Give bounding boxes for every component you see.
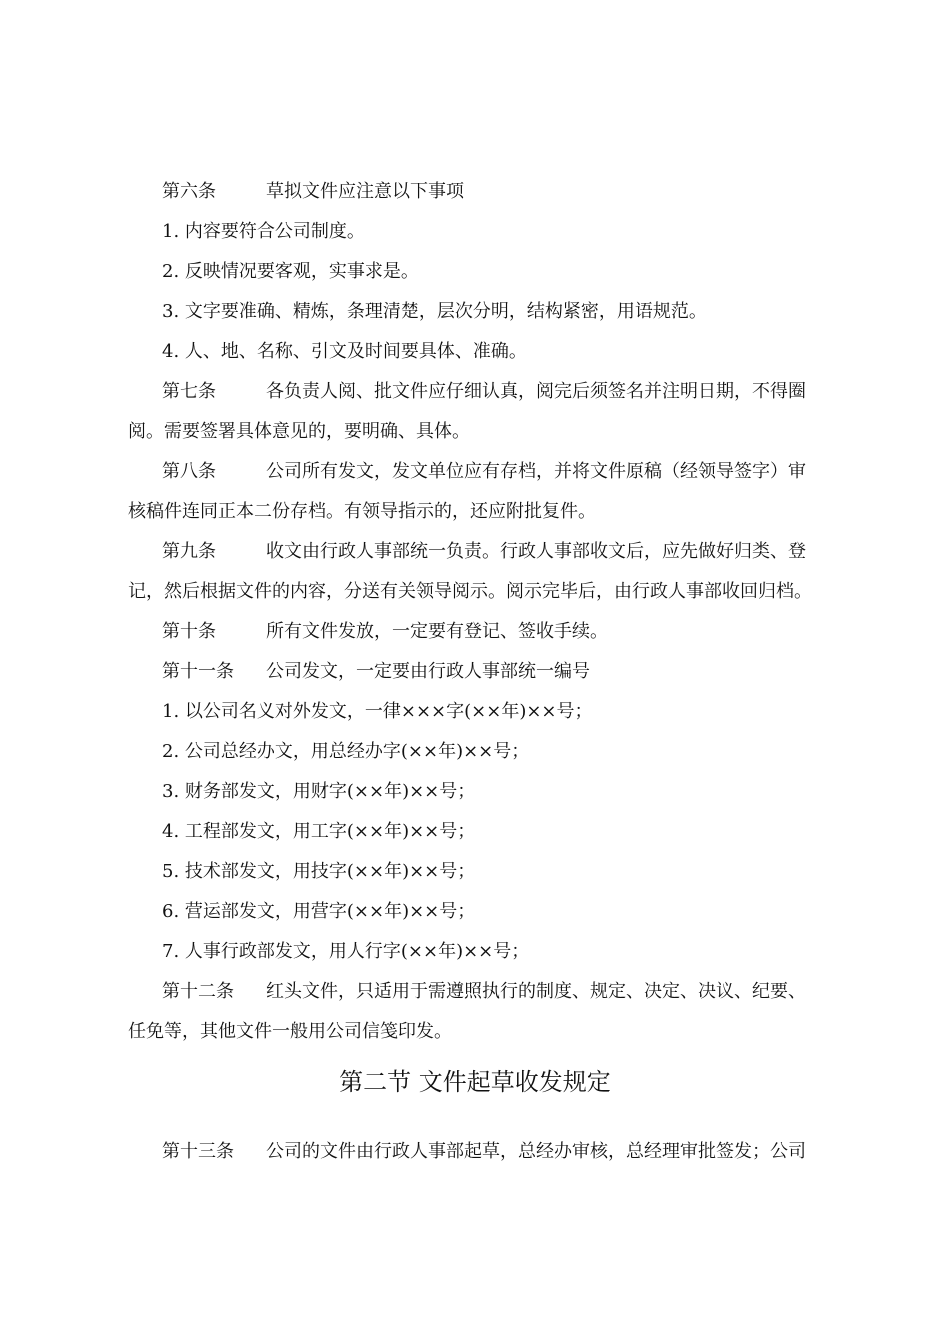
article-text: 公司发文，一定要由行政人事部统一编号 (266, 661, 590, 682)
article-text-line1: 各负责人阅、批文件应仔细认真，阅完后须签名并注明日期，不得圈 (266, 381, 806, 402)
article-text-line2: 阅。需要签署具体意见的，要明确、具体。 (128, 421, 470, 442)
article-10 (162, 620, 868, 644)
article-label: 第十二条 (162, 981, 234, 1002)
article-label: 第十一条 (162, 661, 234, 682)
article-text-line2: 记，然后根据文件的内容，分送有关领导阅示。阅示完毕后，由行政人事部收回归档。 (128, 581, 812, 602)
article-label: 第九条 (162, 541, 216, 562)
list-item: 2. 反映情况要客观，实事求是。 (162, 261, 419, 282)
list-item: 1. 以公司名义对外发文，一律×××字(××年)××号； (162, 701, 593, 722)
list-item: 3. 财务部发文，用财字(××年)××号； (162, 781, 476, 802)
article-label: 第六条 (162, 181, 216, 202)
list-item: 3. 文字要准确、精炼，条理清楚，层次分明，结构紧密，用语规范。 (162, 301, 707, 322)
article-text: 草拟文件应注意以下事项 (266, 181, 464, 202)
article-text-line2: 核稿件连同正本二份存档。有领导指示的，还应附批复件。 (128, 501, 596, 522)
list-item: 6. 营运部发文，用营字(××年)××号； (162, 901, 476, 922)
article-text-line1: 红头文件，只适用于需遵照执行的制度、规定、决定、决议、纪要、 (266, 981, 806, 1002)
list-item: 1. 内容要符合公司制度。 (162, 221, 365, 242)
article-text: 所有文件发放，一定要有登记、签收手续。 (266, 621, 608, 642)
article-7 (162, 380, 834, 404)
list-item: 4. 工程部发文，用工字(××年)××号； (162, 821, 476, 842)
article-13 (162, 1140, 868, 1164)
list-item: 2. 公司总经办文，用总经办字(××年)××号； (162, 741, 530, 762)
article-text-line1: 公司所有发文，发文单位应有存档，并将文件原稿（经领导签字）审 (266, 461, 806, 482)
article-label: 第十条 (162, 621, 216, 642)
article-label: 第七条 (162, 381, 216, 402)
article-text-line1: 收文由行政人事部统一负责。行政人事部收文后，应先做好归类、登 (266, 541, 806, 562)
article-11 (162, 660, 868, 684)
article-9 (162, 540, 868, 564)
article-label: 第八条 (162, 461, 216, 482)
list-item: 5. 技术部发文，用技字(××年)××号； (162, 861, 476, 882)
article-8 (162, 460, 868, 484)
article-12 (162, 980, 868, 1004)
article-6 (162, 180, 868, 204)
article-text-line2: 任免等，其他文件一般用公司信笺印发。 (128, 1021, 452, 1042)
article-label: 第十三条 (162, 1141, 234, 1162)
section-heading: 第二节 文件起草收发规定 (339, 1068, 611, 1096)
list-item: 4. 人、地、名称、引文及时间要具体、准确。 (162, 341, 527, 362)
list-item: 7. 人事行政部发文，用人行字(××年)××号； (162, 941, 530, 962)
article-text-line1: 公司的文件由行政人事部起草，总经办审核，总经理审批签发；公司 (266, 1141, 806, 1162)
